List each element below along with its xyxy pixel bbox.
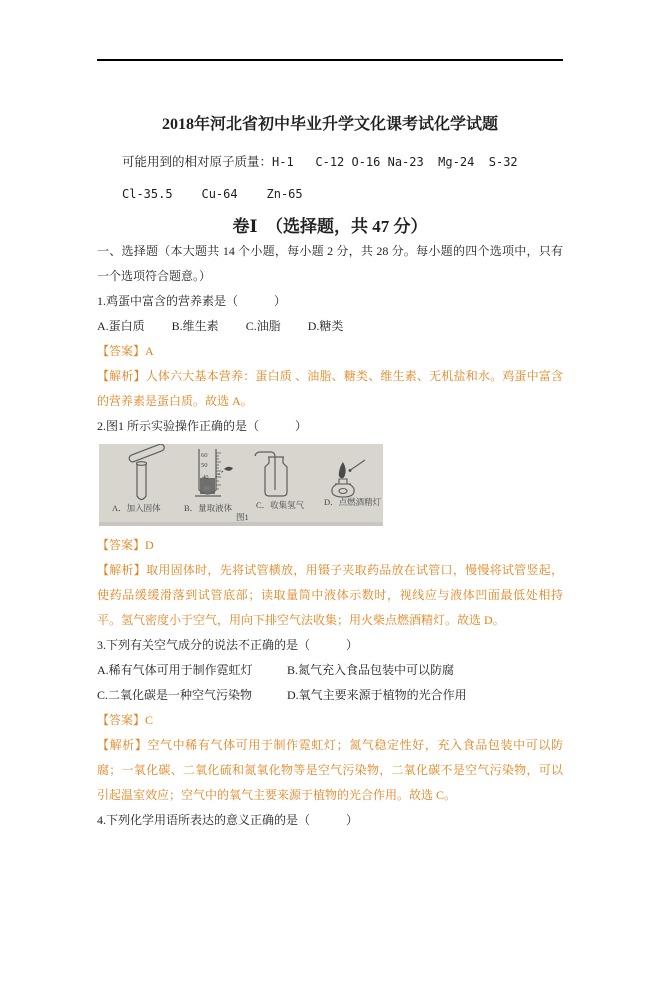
header-rule <box>97 59 563 61</box>
question-3-option-a: A.稀有气体可用于制作霓虹灯 <box>97 663 253 677</box>
question-1-option-c: C.油脂 <box>245 319 281 333</box>
document-title: 2018年河北省初中毕业升学文化课考试化学试题 <box>161 116 498 133</box>
question-1-option-d: D.糖类 <box>307 319 344 333</box>
figure-label-d: D．点燃酒精灯 <box>324 497 382 507</box>
figure-label-b: B．量取液体 <box>184 503 233 513</box>
question-3-answer: 【答案】C <box>97 713 154 727</box>
question-1-analysis: 【解析】人体六大基本营养：蛋白质 、油脂、糖类、维生素、无机盐和水。鸡蛋中富含的营养素是蛋白质。故选 A。 <box>97 369 563 408</box>
question-3-option-c: C.二氧化碳是一种空气污染物 <box>97 688 253 702</box>
section-instructions: 一、选择题（本大题共 14 个小题，每小题 2 分，共 28 分。每小题的四个选项中，只有一个选项符合题意。） <box>97 244 563 283</box>
question-1-option-b: B.维生素 <box>171 319 219 333</box>
question-4-stem: 4.下列化学用语所表达的意义正确的是（ ） <box>97 813 359 827</box>
atomic-masses-values-1: H-1 C-12 O-16 Na-23 Mg-24 S-32 <box>272 155 518 169</box>
atomic-masses-line-2 <box>97 185 563 203</box>
cylinder-tick-50: 50 <box>201 462 208 469</box>
question-1-options <box>97 314 563 339</box>
question-1-answer: 【答案】A <box>97 344 154 358</box>
question-3-option-d: D.氧气主要来源于植物的光合作用 <box>287 688 467 702</box>
question-2-analysis: 【解析】取用固体时，先将试管横放，用镊子夹取药品放在试管口，慢慢将试管竖起，使药品缓缓滑落到试管底部；读取量筒中液体示数时，视线应与液体凹面最低处相持平。氢气密度小于空气，用向下排空气法收集；用火柴点燃酒精灯。故选 D。 <box>97 563 563 627</box>
question-2-stem: 2.图1 所示实验操作正确的是（ ） <box>97 419 308 433</box>
question-2-answer: 【答案】D <box>97 538 154 552</box>
question-3-options-row-1 <box>97 658 563 683</box>
question-3-stem: 3.下列有关空气成分的说法不正确的是（ ） <box>97 638 359 652</box>
figure-label-c: C．收集氢气 <box>256 500 305 510</box>
question-1-option-a: A.蛋白质 <box>97 319 145 333</box>
part-1-heading: 卷Ⅰ （选择题，共 47 分） <box>232 217 428 236</box>
cylinder-tick-60: 60 <box>201 452 208 459</box>
question-3-option-b: B.氮气充入食品包装中可以防腐 <box>287 663 455 677</box>
figure-label-a: A．加入固体 <box>112 503 161 513</box>
atomic-masses-line-1 <box>97 153 563 171</box>
figure-1-lab-operations <box>99 444 383 526</box>
question-1-stem: 1.鸡蛋中富含的营养素是（ ） <box>97 294 287 308</box>
atomic-masses-values-2: Cl-35.5 Cu-64 Zn-65 <box>122 187 303 201</box>
cylinder-tick-30: 30 <box>203 485 210 492</box>
document-page <box>97 59 563 833</box>
figure-caption: 图1 <box>236 512 249 522</box>
figure-photo-shadow <box>99 522 383 526</box>
question-3-analysis: 【解析】空气中稀有气体可用于制作霓虹灯；氮气稳定性好，充入食品包装中可以防腐；一氧化碳、二氧化硫和氮氧化物等是空气污染物，二氧化碳不是空气污染物，可以引起温室效应；空气中的氧气主要来源于植物的光合作用。故选 C。 <box>97 738 563 802</box>
cylinder-tick-40: 40 <box>202 474 209 481</box>
atomic-masses-label: 可能用到的相对原子质量： <box>122 155 273 169</box>
question-3-options-row-2 <box>97 683 563 708</box>
